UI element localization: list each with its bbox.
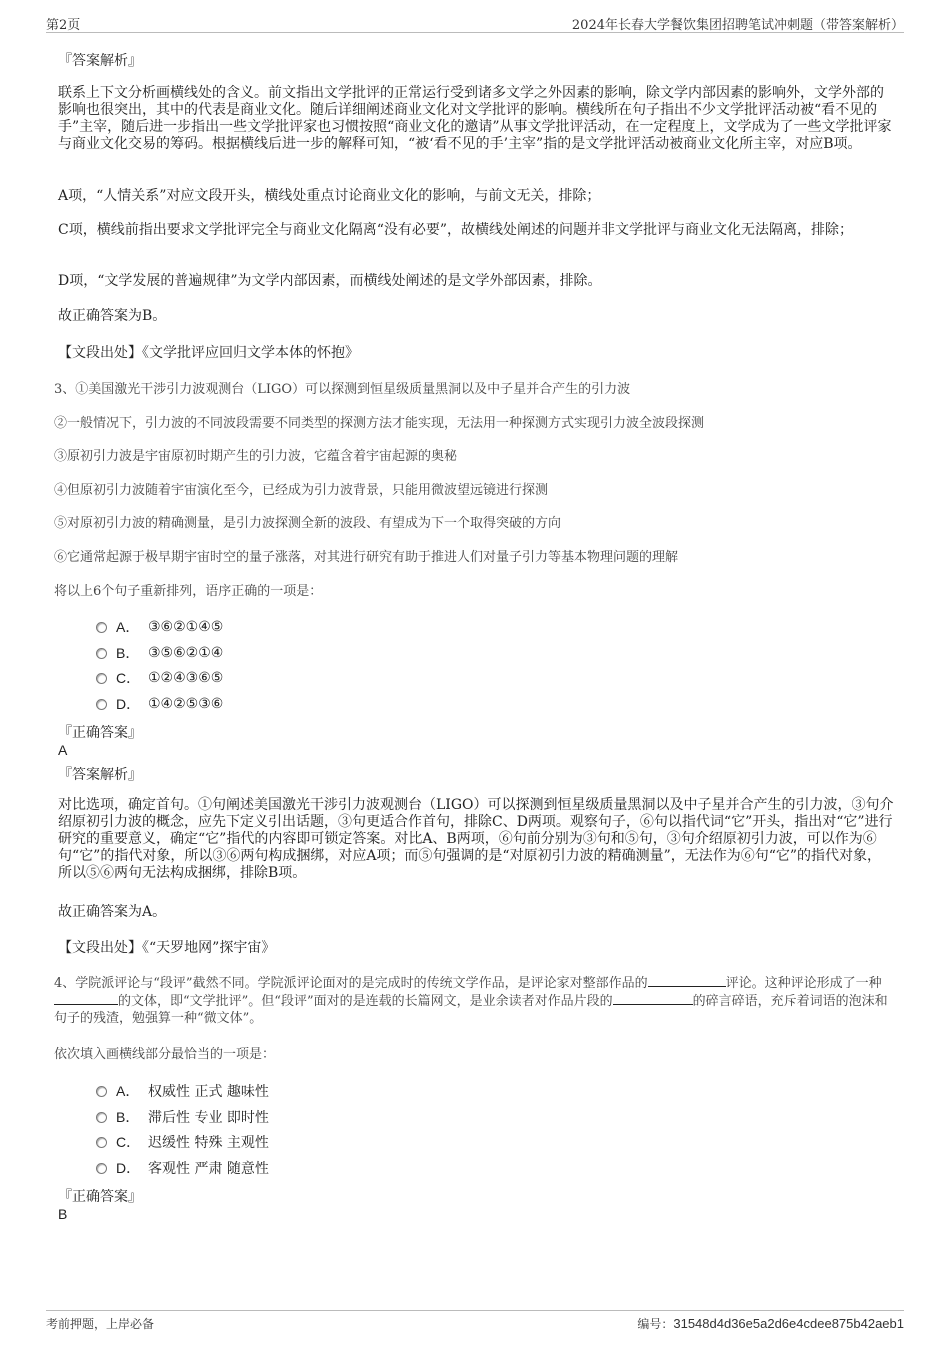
q3-conclusion: 故正确答案为A。: [58, 904, 167, 920]
q3-sentence-2: ②一般情况下，引力波的不同波段需要不同类型的探测方法才能实现，无法用一种探测方式实现引力波全波段探测: [54, 416, 705, 431]
option-text: ①②④③⑥⑤: [148, 670, 224, 686]
q3-correct-answer: A: [58, 742, 68, 758]
radio-icon[interactable]: [96, 1163, 107, 1174]
q3-sentence-6: ⑥它通常起源于极早期宇宙时空的量子涨落，对其进行研究有助于推进人们对量子引力等基本物理问题的理解: [54, 550, 679, 565]
option-text: 滞后性 专业 即时性: [148, 1110, 269, 1126]
option-text: 客观性 严肃 随意性: [148, 1161, 269, 1177]
q3-prompt: 将以上6个句子重新排列，语序正确的一项是：: [54, 584, 323, 599]
page-number: 第2页: [46, 18, 81, 33]
option-letter: B．: [116, 1109, 140, 1125]
option-text: 迟缓性 特殊 主观性: [148, 1135, 269, 1151]
q3-sentence-1: 3、①美国激光干涉引力波观测台（LIGO）可以探测到恒星级质量黑洞以及中子星并合产生的引力波: [54, 382, 631, 397]
q3-sentence-3: ③原初引力波是宇宙原初时期产生的引力波，它蕴含着宇宙起源的奥秘: [54, 449, 458, 464]
q4-stem-part-1: 4、学院派评论与“段评”截然不同。学院派评论面对的是完成时的传统文学作品，是评论家对整部作品的: [54, 976, 648, 991]
q4-stem: [54, 974, 896, 1027]
q2-option-c-explanation: C项，横线前指出要求文学批评完全与商业文化隔离“没有必要”，故横线处阐述的问题并非文学批评与商业文化无法隔离，排除；: [58, 222, 854, 238]
q4-option-a[interactable]: [96, 1081, 269, 1101]
option-letter: D．: [116, 696, 141, 712]
option-text: ③⑥②①④⑤: [148, 619, 224, 635]
q4-correct-label: 『正确答案』: [58, 1189, 142, 1205]
q4-blank-2: [54, 992, 118, 1005]
option-letter: B．: [116, 645, 140, 661]
q4-blank-1: [648, 974, 726, 987]
q3-source: 【文段出处】《“天罗地网”探宇宙》: [58, 940, 276, 956]
q3-option-c[interactable]: [96, 668, 223, 688]
document-code: [637, 1315, 904, 1332]
q3-analysis-label: 『答案解析』: [58, 767, 142, 783]
q4-option-c[interactable]: [96, 1132, 269, 1152]
q4-stem-part-2: 评论。这种评论形成了一种: [725, 976, 882, 991]
q2-analysis-text: 联系上下文分析画横线处的含义。前文指出文学批评的正常运行受到诸多文学之外因素的影响，除文学内部因素的影响外，文学外部的影响也很突出，其中的代表是商业文化。随后详细阐述商业文化对文学批评的影响。横线所在句子指出不少文学批评活动被“看不见的手”主宰，随后进一步指出一些文学批评家也习惯按照“商业文化的邀请”从事文学批评活动，在一定程度上，文学成为了一些文学批评家与商业文化交易的筹码。根据横线后进一步的解释可知，“被‘看不见的手’主宰”指的是文学批评活动被商业文化所主宰，对应B项。: [58, 85, 892, 152]
q3-analysis-text: 对比选项，确定首句。①句阐述美国激光干涉引力波观测台（LIGO）可以探测到恒星级质量黑洞以及中子星并合产生的引力波，③句介绍原初引力波的概念，应先下定义引出话题，③句更适合作首句，排除C、D两项。观察句子，⑥句以指代词“它”开头，指出对“它”进行研究的重要意义，确定“它”指代的内容即可锁定答案。对比A、B两项，⑥句前分别为③句和⑤句，③句介绍原初引力波，可以作为⑥句“它”的指代对象，所以③⑥两句构成捆绑，对应A项；而⑤句强调的是“对原初引力波的精确测量”，无法作为⑥句“它”的指代对象，所以⑤⑥两句无法构成捆绑，排除B项。: [58, 797, 894, 881]
q2-option-a-explanation: A项，“人情关系”对应文段开头，横线处重点讨论商业文化的影响，与前文无关，排除；: [58, 188, 601, 204]
radio-icon[interactable]: [96, 648, 107, 659]
q4-stem-part-4: 的碎言碎语，充斥着词语的泡沫和句子的残渣，勉强算一种“微文体”。: [54, 994, 888, 1026]
q2-analysis-label: 『答案解析』: [58, 53, 142, 69]
q3-correct-label: 『正确答案』: [58, 725, 142, 741]
q4-stem-part-3: 的文体，即“文学批评”。但“段评”面对的是连载的长篇网文，是业余读者对作品片段的: [118, 994, 613, 1009]
q3-option-a[interactable]: [96, 617, 223, 637]
option-text: ①④②⑤③⑥: [148, 696, 224, 712]
q2-conclusion: 故正确答案为B。: [58, 308, 167, 324]
radio-icon[interactable]: [96, 673, 107, 684]
option-letter: A．: [116, 1083, 140, 1099]
q4-blank-3: [613, 992, 693, 1005]
radio-icon[interactable]: [96, 622, 107, 633]
option-text: ③⑤⑥②①④: [148, 645, 224, 661]
q3-sentence-5: ⑤对原初引力波的精确测量，是引力波探测全新的波段、有望成为下一个取得突破的方向: [54, 516, 562, 531]
code-label: 编号：: [637, 1317, 674, 1331]
radio-icon[interactable]: [96, 1086, 107, 1097]
q4-option-d[interactable]: [96, 1158, 269, 1178]
radio-icon[interactable]: [96, 1137, 107, 1148]
radio-icon[interactable]: [96, 1112, 107, 1123]
q4-correct-answer: B: [58, 1206, 68, 1222]
q4-prompt: 依次填入画横线部分最恰当的一项是：: [54, 1047, 276, 1062]
q4-option-b[interactable]: [96, 1107, 269, 1127]
option-letter: C．: [116, 670, 141, 686]
option-letter: D．: [116, 1160, 141, 1176]
q2-source: 【文段出处】《文学批评应回归文学本体的怀抱》: [58, 345, 359, 361]
q3-sentence-4: ④但原初引力波随着宇宙演化至今，已经成为引力波背景，只能用微波望远镜进行探测: [54, 483, 549, 498]
footer-note: 考前押题，上岸必备: [46, 1317, 155, 1331]
option-letter: C．: [116, 1134, 141, 1150]
q3-option-b[interactable]: [96, 643, 223, 663]
document-title: 2024年长春大学餐饮集团招聘笔试冲刺题（带答案解析）: [571, 18, 904, 33]
page-footer: [46, 1310, 904, 1335]
code-value: 31548d4d36e5a2d6e4cdee875b42aeb1: [673, 1316, 904, 1331]
q2-option-d-explanation: D项，“文学发展的普遍规律”为文学内部因素，而横线处阐述的是文学外部因素，排除。: [58, 273, 602, 289]
option-text: 权威性 正式 趣味性: [148, 1084, 269, 1100]
radio-icon[interactable]: [96, 699, 107, 710]
option-letter: A．: [116, 619, 140, 635]
q3-option-d[interactable]: [96, 694, 223, 714]
page-header: [46, 12, 904, 33]
